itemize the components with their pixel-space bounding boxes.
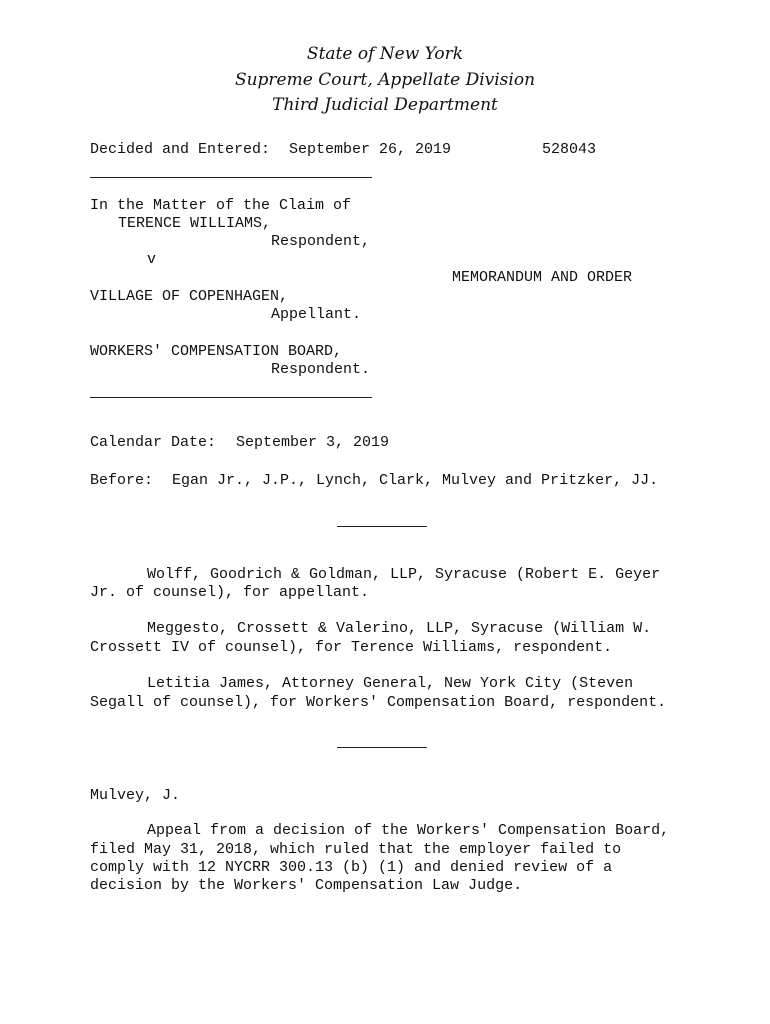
before-label: Before: [90,472,154,489]
caption-employer-role: Appellant. [271,306,362,323]
decided-date: September 26, 2019 [289,141,452,158]
counsel-appellant-line2: Jr. of counsel), for appellant. [90,584,370,601]
caption-claimant: TERENCE WILLIAMS, [118,215,272,232]
opinion-line-1: Appeal from a decision of the Workers' Compensation Board, [147,822,670,839]
caption-top-rule [90,177,372,178]
counsel-board-line1: Letitia James, Attorney General, New York City (Steven [147,675,634,692]
calendar-label: Calendar Date: [90,434,217,451]
caption-board: WORKERS' COMPENSATION BOARD, [90,343,343,360]
caption-board-role: Respondent. [271,361,371,378]
section-divider-1 [337,526,427,527]
document-type: MEMORANDUM AND ORDER [452,269,633,286]
counsel-respondent-line2: Crossett IV of counsel), for Terence Williams, respondent. [90,639,613,656]
opinion-line-4: decision by the Workers' Compensation Law Judge. [90,877,523,894]
caption-bottom-rule [90,397,372,398]
counsel-board-line2: Segall of counsel), for Workers' Compensation Board, respondent. [90,694,667,711]
section-divider-2 [337,747,427,748]
court-name: Supreme Court, Appellate Division [234,70,536,90]
opinion-author: Mulvey, J. [90,787,181,804]
caption-claim-line: In the Matter of the Claim of [90,197,352,214]
counsel-respondent-line1: Meggesto, Crossett & Valerino, LLP, Syracuse (William W. [147,620,652,637]
calendar-date: September 3, 2019 [236,434,390,451]
court-department: Third Judicial Department [272,95,498,115]
decided-label: Decided and Entered: [90,141,271,158]
opinion-line-3: comply with 12 NYCRR 300.13 (b) (1) and denied review of a [90,859,613,876]
court-state: State of New York [306,44,464,64]
caption-employer: VILLAGE OF COPENHAGEN, [90,288,289,305]
counsel-appellant-line1: Wolff, Goodrich & Goldman, LLP, Syracuse (Robert E. Geyer [147,566,661,583]
caption-versus: v [147,251,157,268]
caption-claimant-role: Respondent, [271,233,371,250]
docket-number: 528043 [542,141,597,158]
opinion-line-2: filed May 31, 2018, which ruled that the employer failed to [90,841,622,858]
before-judges: Egan Jr., J.P., Lynch, Clark, Mulvey and Pritzker, JJ. [172,472,659,489]
